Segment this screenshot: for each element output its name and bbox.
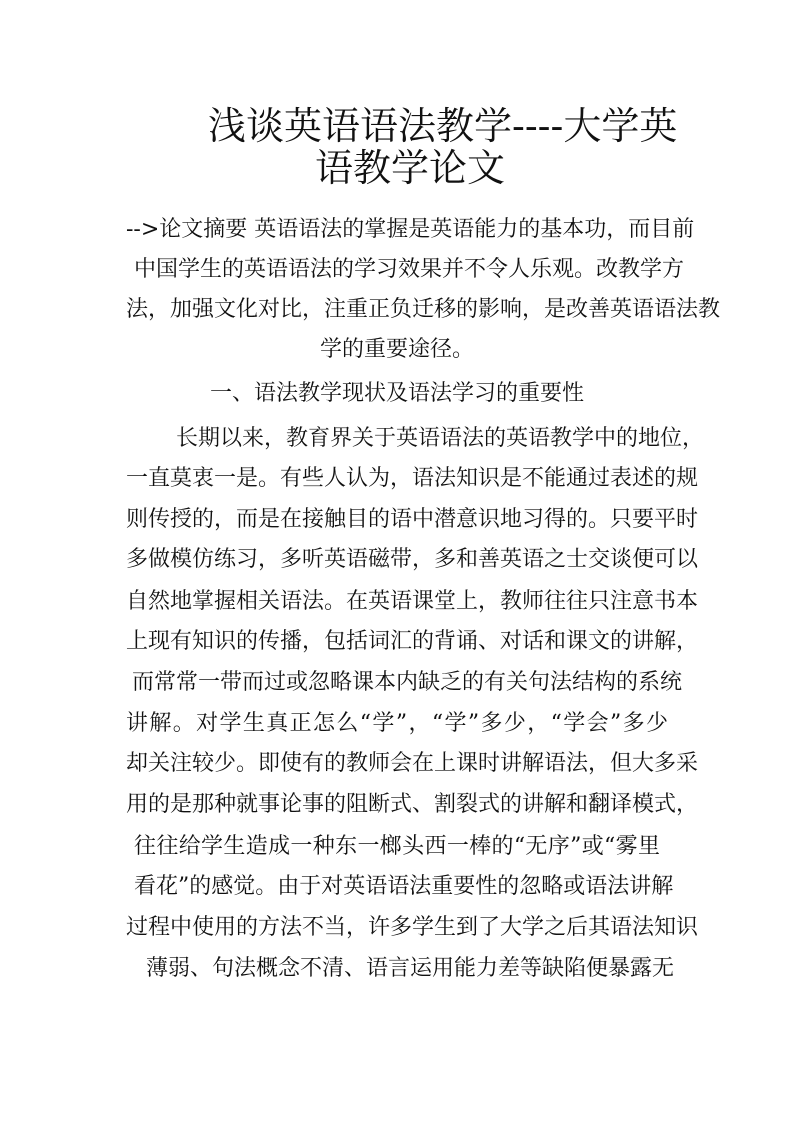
abstract-line-3: 法，加强文化对比，注重正负迁移的影响，是改善英语语法教: [126, 297, 721, 322]
body-line-3: 则传授的，而是在接触目的语中潜意识地习得的。只要平时: [126, 507, 699, 532]
body-line-8: 讲解。对学生真正怎么“学”，“学”多少，“学会”多少: [126, 711, 668, 736]
body-line-5: 自然地掌握相关语法。在英语课堂上，教师往往只注意书本: [126, 589, 699, 614]
body-line-1: 长期以来，教育界关于英语语法的英语教学中的地位，: [176, 426, 705, 451]
body-line-10: 用的是那种就事论事的阻断式、割裂式的讲解和翻译模式，: [126, 792, 699, 817]
document-title-line-2: 语教学论文: [315, 146, 506, 190]
body-line-7: 而常常一带而过或忽略课本内缺乏的有关句法结构的系统: [132, 670, 683, 695]
abstract-line-1: -->论文摘要 英语语法的掌握是英语能力的基本功，而目前: [126, 217, 695, 242]
body-line-6: 上现有知识的传播，包括词汇的背诵、对话和课文的讲解，: [126, 629, 699, 654]
body-line-11: 往往给学生造成一种东一榔头西一棒的“无序”或“雾里: [134, 834, 660, 859]
body-line-4: 多做模仿练习，多听英语磁带，多和善英语之士交谈便可以: [126, 547, 699, 572]
body-line-2: 一直莫衷一是。有些人认为，语法知识是不能通过表述的规: [126, 466, 699, 491]
body-line-14: 薄弱、句法概念不清、语言运用能力差等缺陷便暴露无: [146, 956, 675, 981]
body-line-13: 过程中使用的方法不当，许多学生到了大学之后其语法知识: [126, 915, 699, 940]
abstract-line-2: 中国学生的英语语法的学习效果并不令人乐观。改教学方: [134, 257, 685, 282]
document-title-line-1: 浅谈英语语法教学----大学英: [208, 104, 678, 148]
body-line-9: 却关注较少。即使有的教师会在上课时讲解语法，但大多采: [126, 751, 699, 776]
section-heading: 一、语法教学现状及语法学习的重要性: [209, 381, 584, 406]
body-line-12: 看花”的感觉。由于对英语语法重要性的忽略或语法讲解: [134, 874, 674, 899]
abstract-line-4: 学的重要途径。: [319, 337, 474, 362]
